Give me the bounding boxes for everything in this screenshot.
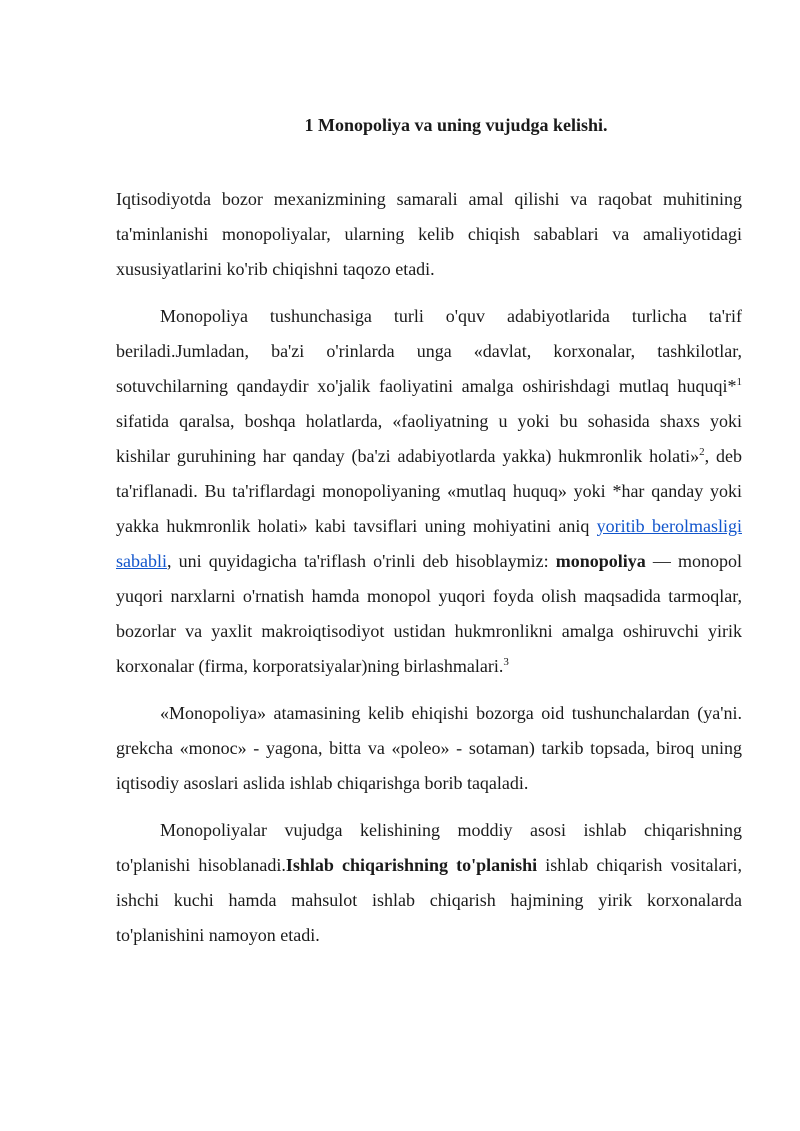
paragraph-etymology: «Monopoliya» atamasining kelib ehiqishi bozorga oid tushunchalardan (ya'ni. grekcha «monoc» - yagona, bitta va «poleo» - sotaman) tarkib topsada, biroq uning iqtisodiy asoslari aslida ishlab chiqarishga borib taqaladi.: [116, 703, 742, 793]
term-concentration: Ishlab chiqarishning to'planishi: [285, 855, 538, 875]
paragraph-text: sifatida qaralsa, boshqa holatlarda, «faoliyatning u yoki bu sohasida shaxs yoki kishilar guruhining har qanday (ba'zi adabiyotlarda yakka) hukmronlik holati»: [116, 411, 742, 466]
hyperlink-reason[interactable]: yoritib berolmasligi sababli: [116, 516, 742, 571]
document-heading: 1 Monopoliya va uning vujudga kelishi.: [304, 115, 608, 135]
paragraph-text: — monopol yuqori narxlarni o'rnatish hamda monopol yuqori foyda olish maqsadida tarmoqlar, bozorlar va yaxlit makroiqtisodiyot ustidan hukmronlikni amalga oshiruvchi yirik korxonalar (firma, korporatsiyalar)ning birlashmalari.: [116, 551, 743, 676]
paragraph-text: Monopoliyalar vujudga kelishining moddiy asosi ishlab chiqarishning to'planishi hisoblanadi.: [116, 820, 742, 875]
paragraph-text: ishlab chiqarish vositalari, ishchi kuchi hamda mahsulot ishlab chiqarish hajmining yirik korxonalarda to'planishini namoyon etadi.: [116, 855, 742, 945]
term-monopoliya: monopoliya: [555, 551, 646, 571]
paragraph-concentration: [116, 813, 742, 953]
document-page: [116, 108, 742, 965]
paragraph-text: , deb ta'riflanadi. Bu ta'riflardagi monopoliyaning «mutlaq huquq» yoki *har qanday yoki yakka hukmronlik holati» kabi tavsiflari uning mohiyatini aniq: [116, 446, 742, 536]
footnote-ref-1[interactable]: 1: [736, 376, 742, 388]
footnote-ref-2[interactable]: 2: [699, 446, 705, 458]
paragraph-intro: Iqtisodiyotda bozor mexanizmining samarali amal qilishi va raqobat muhitining ta'minlanishi monopoliyalar, ularning kelib chiqish sabablari va amaliyotidagi xususiyatlarini ko'rib chiqishni taqozo etadi.: [116, 189, 742, 279]
paragraph-definition: [116, 299, 742, 684]
paragraph-text: Monopoliya tushunchasiga turli o'quv adabiyotlarida turlicha ta'rif beriladi.Jumladan, ba'zi o'rinlarda unga «davlat, korxonalar, tashkilotlar, sotuvchilarning qandaydir xo'jalik faoliyatini amalga oshirishdagi mutlaq huquqi*: [116, 306, 742, 396]
footnote-ref-3[interactable]: 3: [503, 656, 509, 668]
paragraph-text: , uni quyidagicha ta'riflash o'rinli deb hisoblaymiz:: [167, 551, 556, 571]
